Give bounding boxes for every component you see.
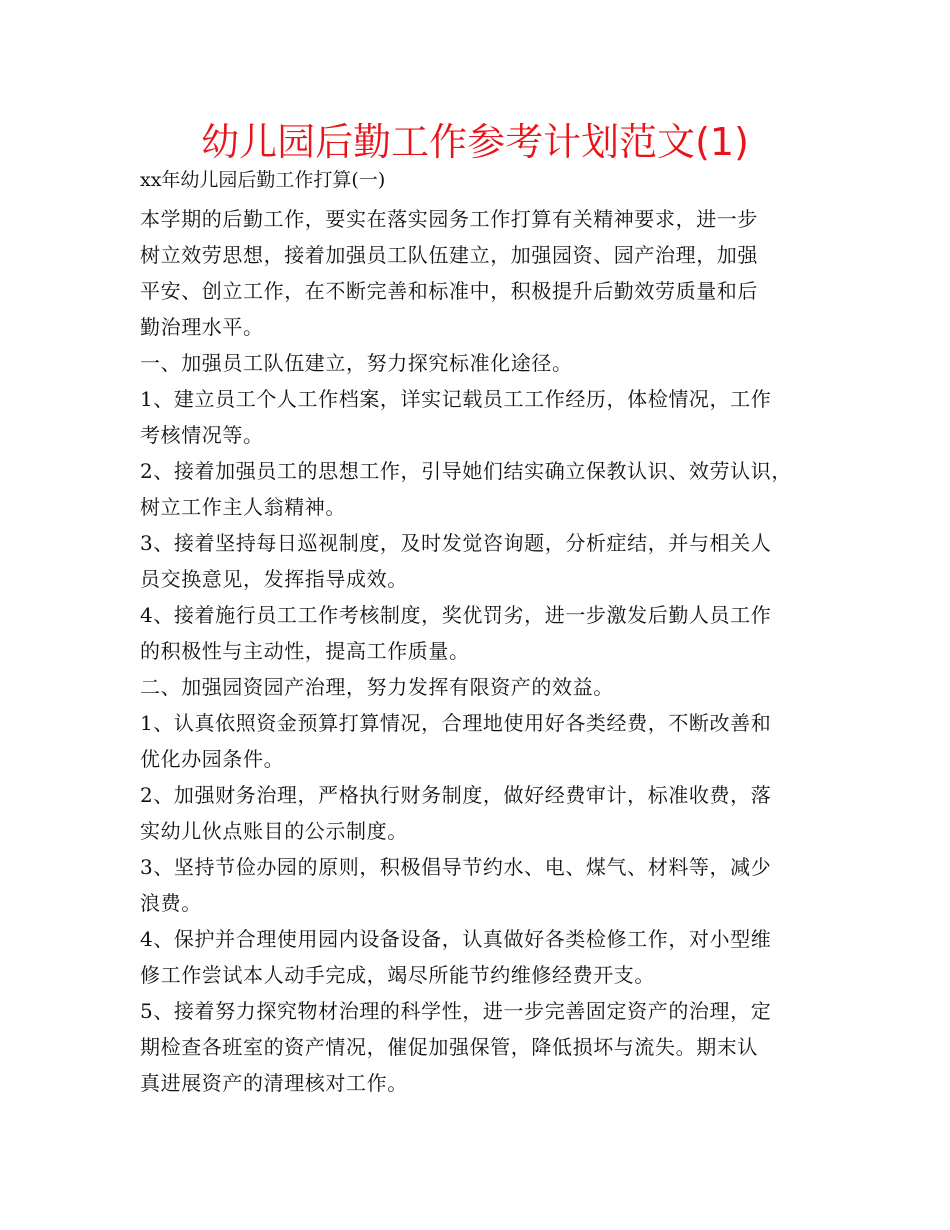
- document-subtitle: xx年幼儿园后勤工作打算(一): [140, 169, 386, 191]
- paragraph-line: 3、坚持节俭办园的原则，积极倡导节约水、电、煤气、材料等，减少: [140, 855, 772, 879]
- paragraph-line: 的积极性与主动性，提高工作质量。: [140, 639, 470, 663]
- paragraph-line: 本学期的后勤工作，要实在落实园务工作打算有关精神要求，进一步: [140, 207, 758, 231]
- paragraph-line: 考核情况等。: [140, 423, 264, 447]
- paragraph-line: 3、接着坚持每日巡视制度，及时发觉咨询题，分析症结，并与相关人: [140, 531, 772, 555]
- paragraph-line: 实幼儿伙点账目的公示制度。: [140, 819, 408, 843]
- paragraph-line: 优化办园条件。: [140, 747, 285, 771]
- paragraph-line: 2、接着加强员工的思想工作，引导她们结实确立保教认识、效劳认识，: [140, 459, 792, 483]
- paragraph-line: 员交换意见，发挥指导成效。: [140, 567, 408, 591]
- paragraph-line: 4、接着施行员工工作考核制度，奖优罚劣，进一步激发后勤人员工作: [140, 603, 772, 627]
- paragraph-line: 浪费。: [140, 891, 202, 915]
- paragraph-line: 真进展资产的清理核对工作。: [140, 1071, 408, 1095]
- paragraph-line: 树立效劳思想，接着加强员工队伍建立，加强园资、园产治理，加强: [140, 243, 758, 267]
- paragraph-line: 4、保护并合理使用园内设备设备，认真做好各类检修工作，对小型维: [140, 927, 772, 951]
- paragraph-line: 平安、创立工作，在不断完善和标准中，积极提升后勤效劳质量和后: [140, 279, 758, 303]
- paragraph-line: 1、建立员工个人工作档案，详实记载员工工作经历，体检情况，工作: [140, 387, 772, 411]
- section-heading: 一、加强员工队伍建立，努力探究标准化途径。: [140, 351, 573, 375]
- paragraph-line: 修工作尝试本人动手完成，竭尽所能节约维修经费开支。: [140, 963, 655, 987]
- paragraph-line: 勤治理水平。: [140, 315, 264, 339]
- paragraph-line: 树立工作主人翁精神。: [140, 495, 346, 519]
- paragraph-line: 1、认真依照资金预算打算情况，合理地使用好各类经费，不断改善和: [140, 711, 772, 735]
- paragraph-line: 期检查各班室的资产情况，催促加强保管，降低损坏与流失。期末认: [140, 1035, 758, 1059]
- paragraph-line: 2、加强财务治理，严格执行财务制度，做好经费审计，标准收费，落: [140, 783, 772, 807]
- section-heading: 二、加强园资园产治理，努力发挥有限资产的效益。: [140, 675, 614, 699]
- document-body: [140, 166, 820, 1101]
- document-title: 幼儿园后勤工作参考计划范文(1): [201, 120, 749, 164]
- paragraph-line: 5、接着努力探究物材治理的科学性，进一步完善固定资产的治理，定: [140, 999, 772, 1023]
